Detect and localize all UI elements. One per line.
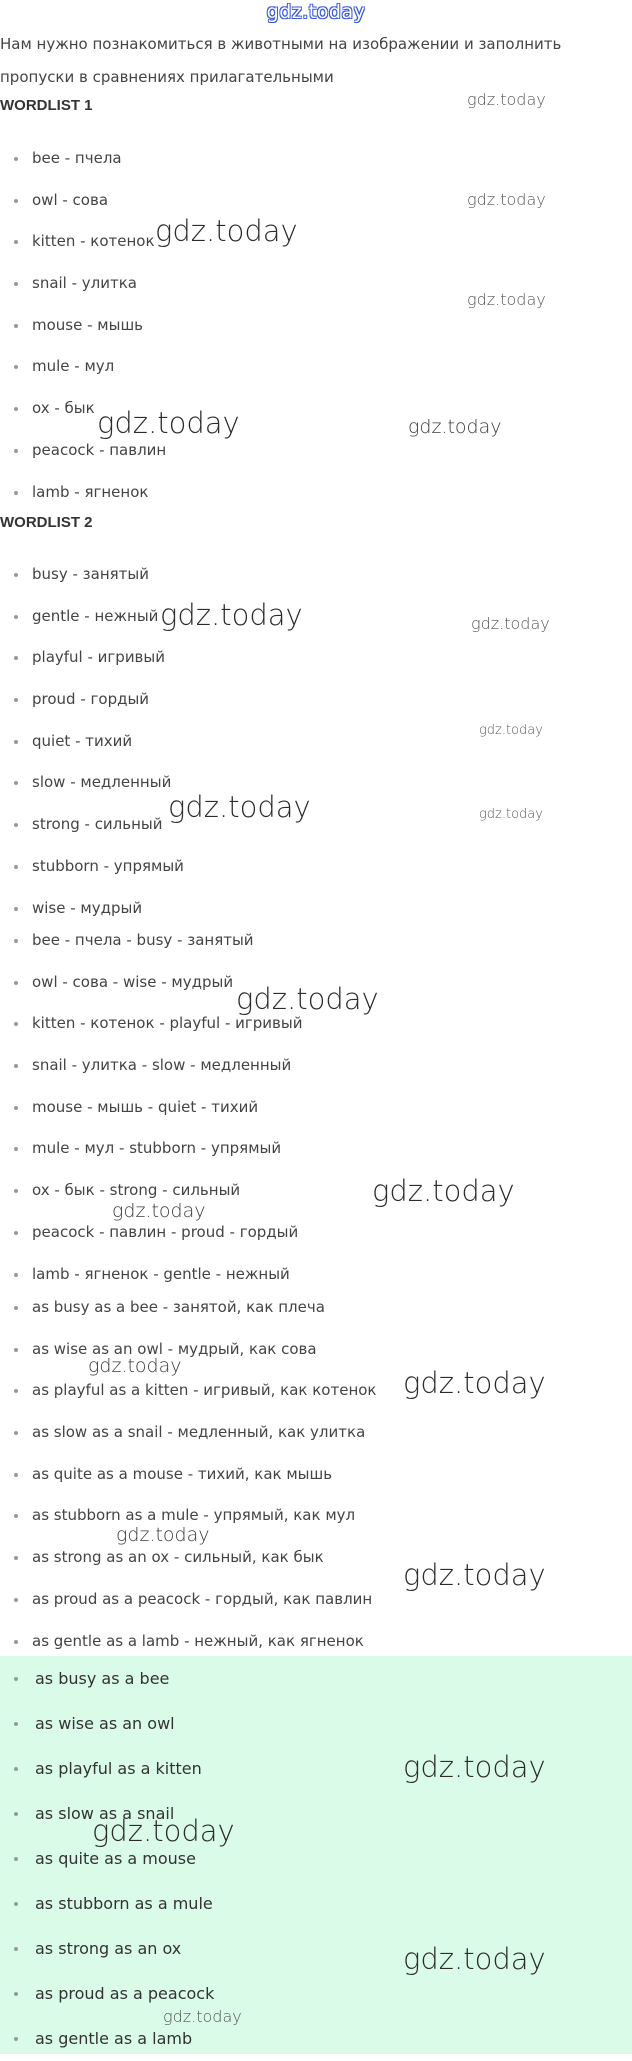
list-item: as proud as a peacock - гордый, как павлин bbox=[0, 1579, 632, 1621]
list-item: as busy as a bee bbox=[0, 1656, 632, 1701]
task-instruction: Нам нужно познакомиться в животными на изображении и заполнить пропуски в сравнениях прилагательными bbox=[0, 35, 562, 86]
list-item: as wise as an owl - мудрый, как сова bbox=[0, 1329, 632, 1371]
watermark: gdz.today bbox=[112, 1200, 206, 1222]
watermark: gdz.today bbox=[403, 1558, 546, 1592]
list-item: as slow as a snail - медленный, как улитка bbox=[0, 1412, 632, 1454]
watermark: gdz.today bbox=[467, 90, 546, 109]
list-item: as busy as a bee - занятой, как плеча bbox=[0, 1287, 632, 1329]
list-item: proud - гордый bbox=[0, 679, 632, 721]
watermark: gdz.today bbox=[163, 2007, 242, 2026]
watermark: gdz.today bbox=[403, 1366, 546, 1400]
list-item: stubborn - упрямый bbox=[0, 846, 632, 888]
list-item: snail - улитка - slow - медленный bbox=[0, 1045, 632, 1087]
list-item: as strong as an ox bbox=[0, 1926, 632, 1971]
wordlist-2 bbox=[0, 554, 632, 929]
watermark: gdz.today bbox=[236, 982, 379, 1016]
list-item: bee - пчела - busy - занятый bbox=[0, 920, 632, 962]
list-item: owl - сова - wise - мудрый bbox=[0, 962, 632, 1004]
list-item: mouse - мышь bbox=[0, 305, 632, 347]
list-item: peacock - павлин bbox=[0, 430, 632, 472]
watermark: gdz.today bbox=[92, 1814, 235, 1848]
list-item: kitten - котенок - playful - игривый bbox=[0, 1003, 632, 1045]
list-item: peacock - павлин - proud - гордый bbox=[0, 1212, 632, 1254]
watermark: gdz.today bbox=[403, 1942, 546, 1976]
list-item: ox - бык - strong - сильный bbox=[0, 1170, 632, 1212]
list-item: as gentle as a lamb - нежный, как ягненок bbox=[0, 1621, 632, 1663]
watermark: gdz.today bbox=[467, 190, 546, 209]
list-item: slow - медленный bbox=[0, 762, 632, 804]
list-item: owl - сова bbox=[0, 180, 632, 222]
list-item: gentle - нежный bbox=[0, 596, 632, 638]
list-item: strong - сильный bbox=[0, 804, 632, 846]
list-item: as stubborn as a mule bbox=[0, 1881, 632, 1926]
list-item: ox - бык bbox=[0, 388, 632, 430]
list-item: as wise as an owl bbox=[0, 1701, 632, 1746]
list-item: lamb - ягненок bbox=[0, 472, 632, 514]
wordlist-1-heading: WORDLIST 1 bbox=[0, 97, 93, 114]
watermark: gdz.today bbox=[408, 416, 502, 438]
list-item: wise - мудрый bbox=[0, 888, 632, 930]
watermark: gdz.today bbox=[467, 290, 546, 309]
list-item: playful - игривый bbox=[0, 637, 632, 679]
watermark: gdz.today bbox=[372, 1174, 515, 1208]
list-item: quiet - тихий bbox=[0, 721, 632, 763]
watermark: gdz.today bbox=[471, 614, 550, 633]
list-item: as proud as a peacock bbox=[0, 1971, 632, 2016]
wordlist-2-heading: WORDLIST 2 bbox=[0, 514, 93, 531]
list-item: as quite as a mouse bbox=[0, 1836, 632, 1881]
list-item: as quite as a mouse - тихий, как мышь bbox=[0, 1454, 632, 1496]
watermark: gdz.today bbox=[168, 790, 311, 824]
wordlist-1 bbox=[0, 138, 632, 513]
list-item: snail - улитка bbox=[0, 263, 632, 305]
watermark: gdz.today bbox=[155, 214, 298, 248]
watermark: gdz.today bbox=[479, 723, 543, 738]
list-item: mule - мул bbox=[0, 346, 632, 388]
list-item: as strong as an ox - сильный, как бык bbox=[0, 1537, 632, 1579]
list-item: bee - пчела bbox=[0, 138, 632, 180]
watermark: gdz.today bbox=[479, 807, 543, 822]
list-item: busy - занятый bbox=[0, 554, 632, 596]
answer-list bbox=[0, 1656, 632, 2061]
list-item: as slow as a snail bbox=[0, 1791, 632, 1836]
watermark: gdz.today bbox=[116, 1524, 210, 1546]
watermark: gdz.today bbox=[88, 1355, 182, 1377]
list-item: mouse - мышь - quiet - тихий bbox=[0, 1087, 632, 1129]
list-item: mule - мул - stubborn - упрямый bbox=[0, 1128, 632, 1170]
site-logo[interactable]: gdz.today bbox=[266, 1, 366, 23]
watermark: gdz.today bbox=[97, 406, 240, 440]
watermark: gdz.today bbox=[160, 598, 303, 632]
list-item: as stubborn as a mule - упрямый, как мул bbox=[0, 1495, 632, 1537]
list-item: as gentle as a lamb bbox=[0, 2016, 632, 2061]
list-item: as playful as a kitten bbox=[0, 1746, 632, 1791]
list-item: lamb - ягненок - gentle - нежный bbox=[0, 1254, 632, 1296]
list-item: kitten - котенок bbox=[0, 221, 632, 263]
list-item: as playful as a kitten - игривый, как котенок bbox=[0, 1370, 632, 1412]
watermark: gdz.today bbox=[403, 1750, 546, 1784]
comparison-translations bbox=[0, 1287, 632, 1662]
animal-adjective-pairs bbox=[0, 920, 632, 1295]
